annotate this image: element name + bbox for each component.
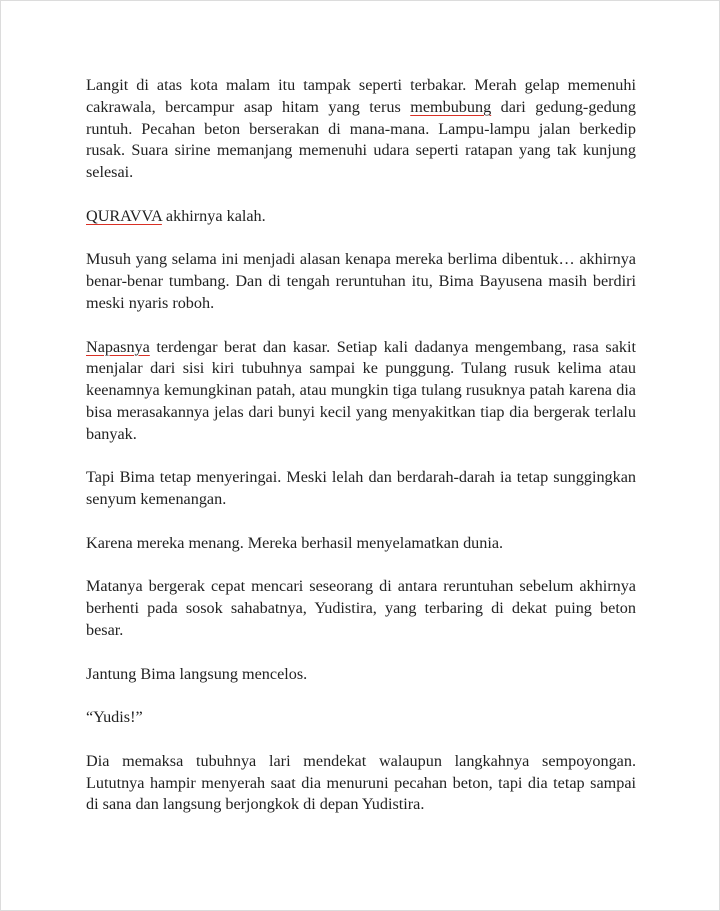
text-run: Langit di atas kota malam itu tampak seperti terbakar. Merah gelap memenuhi cakrawala, bercampur asap hitam yang terus	[86, 76, 636, 116]
paragraph-10: Dia memaksa tubuhnya lari mendekat walaupun langkahnya sempoyongan. Lututnya hampir menyerah saat dia menuruni pecahan beton, tapi dia tetap sampai di sana dan langsung berjongkok di depan Yudistira.	[86, 751, 636, 814]
paragraph-9: “Yudis!”	[86, 708, 143, 727]
document-body[interactable]	[86, 75, 636, 838]
paragraph-1	[86, 75, 636, 184]
misspelled-word[interactable]: membubung	[410, 97, 492, 116]
text-run: terdengar berat dan kasar. Setiap kali dadanya mengembang, rasa sakit menjalar dari sisi kiri tubuhnya sampai ke punggung. Tulang rusuk kelima atau keenamnya kemungkinan patah, atau mungkin tiga tulang rusuknya patah karena dia bisa merasakannya jelas dari bunyi kecil yang menyakitkan tiap dia bergerak terlalu banyak.	[86, 337, 636, 443]
paragraph-4	[86, 337, 636, 446]
paragraph-2	[86, 206, 636, 228]
paragraph-6: Karena mereka menang. Mereka berhasil menyelamatkan dunia.	[86, 533, 504, 552]
misspelled-word[interactable]: QURAVVA	[86, 206, 162, 225]
text-run: dari gedung-gedung runtuh. Pecahan beton berserakan di mana-mana. Lampu-lampu jalan berkedip rusak. Suara sirine memanjang memenuhi udara seperti ratapan yang tak kunjung selesai.	[86, 97, 636, 182]
paragraph-7: Matanya bergerak cepat mencari seseorang di antara reruntuhan sebelum akhirnya berhenti pada sosok sahabatnya, Yudistira, yang terbaring di dekat puing beton besar.	[86, 577, 636, 639]
paragraph-5: Tapi Bima tetap menyeringai. Meski lelah dan berdarah-darah ia tetap sunggingkan senyum kemenangan.	[86, 468, 636, 509]
text-run: akhirnya kalah.	[161, 206, 266, 225]
paragraph-8: Jantung Bima langsung mencelos.	[86, 664, 308, 683]
misspelled-word[interactable]: Napasnya	[86, 337, 150, 356]
paragraph-3: Musuh yang selama ini menjadi alasan kenapa mereka berlima dibentuk… akhirnya benar-benar tumbang. Dan di tengah reruntuhan itu, Bima Bayusena masih berdiri meski nyaris roboh.	[86, 250, 636, 312]
